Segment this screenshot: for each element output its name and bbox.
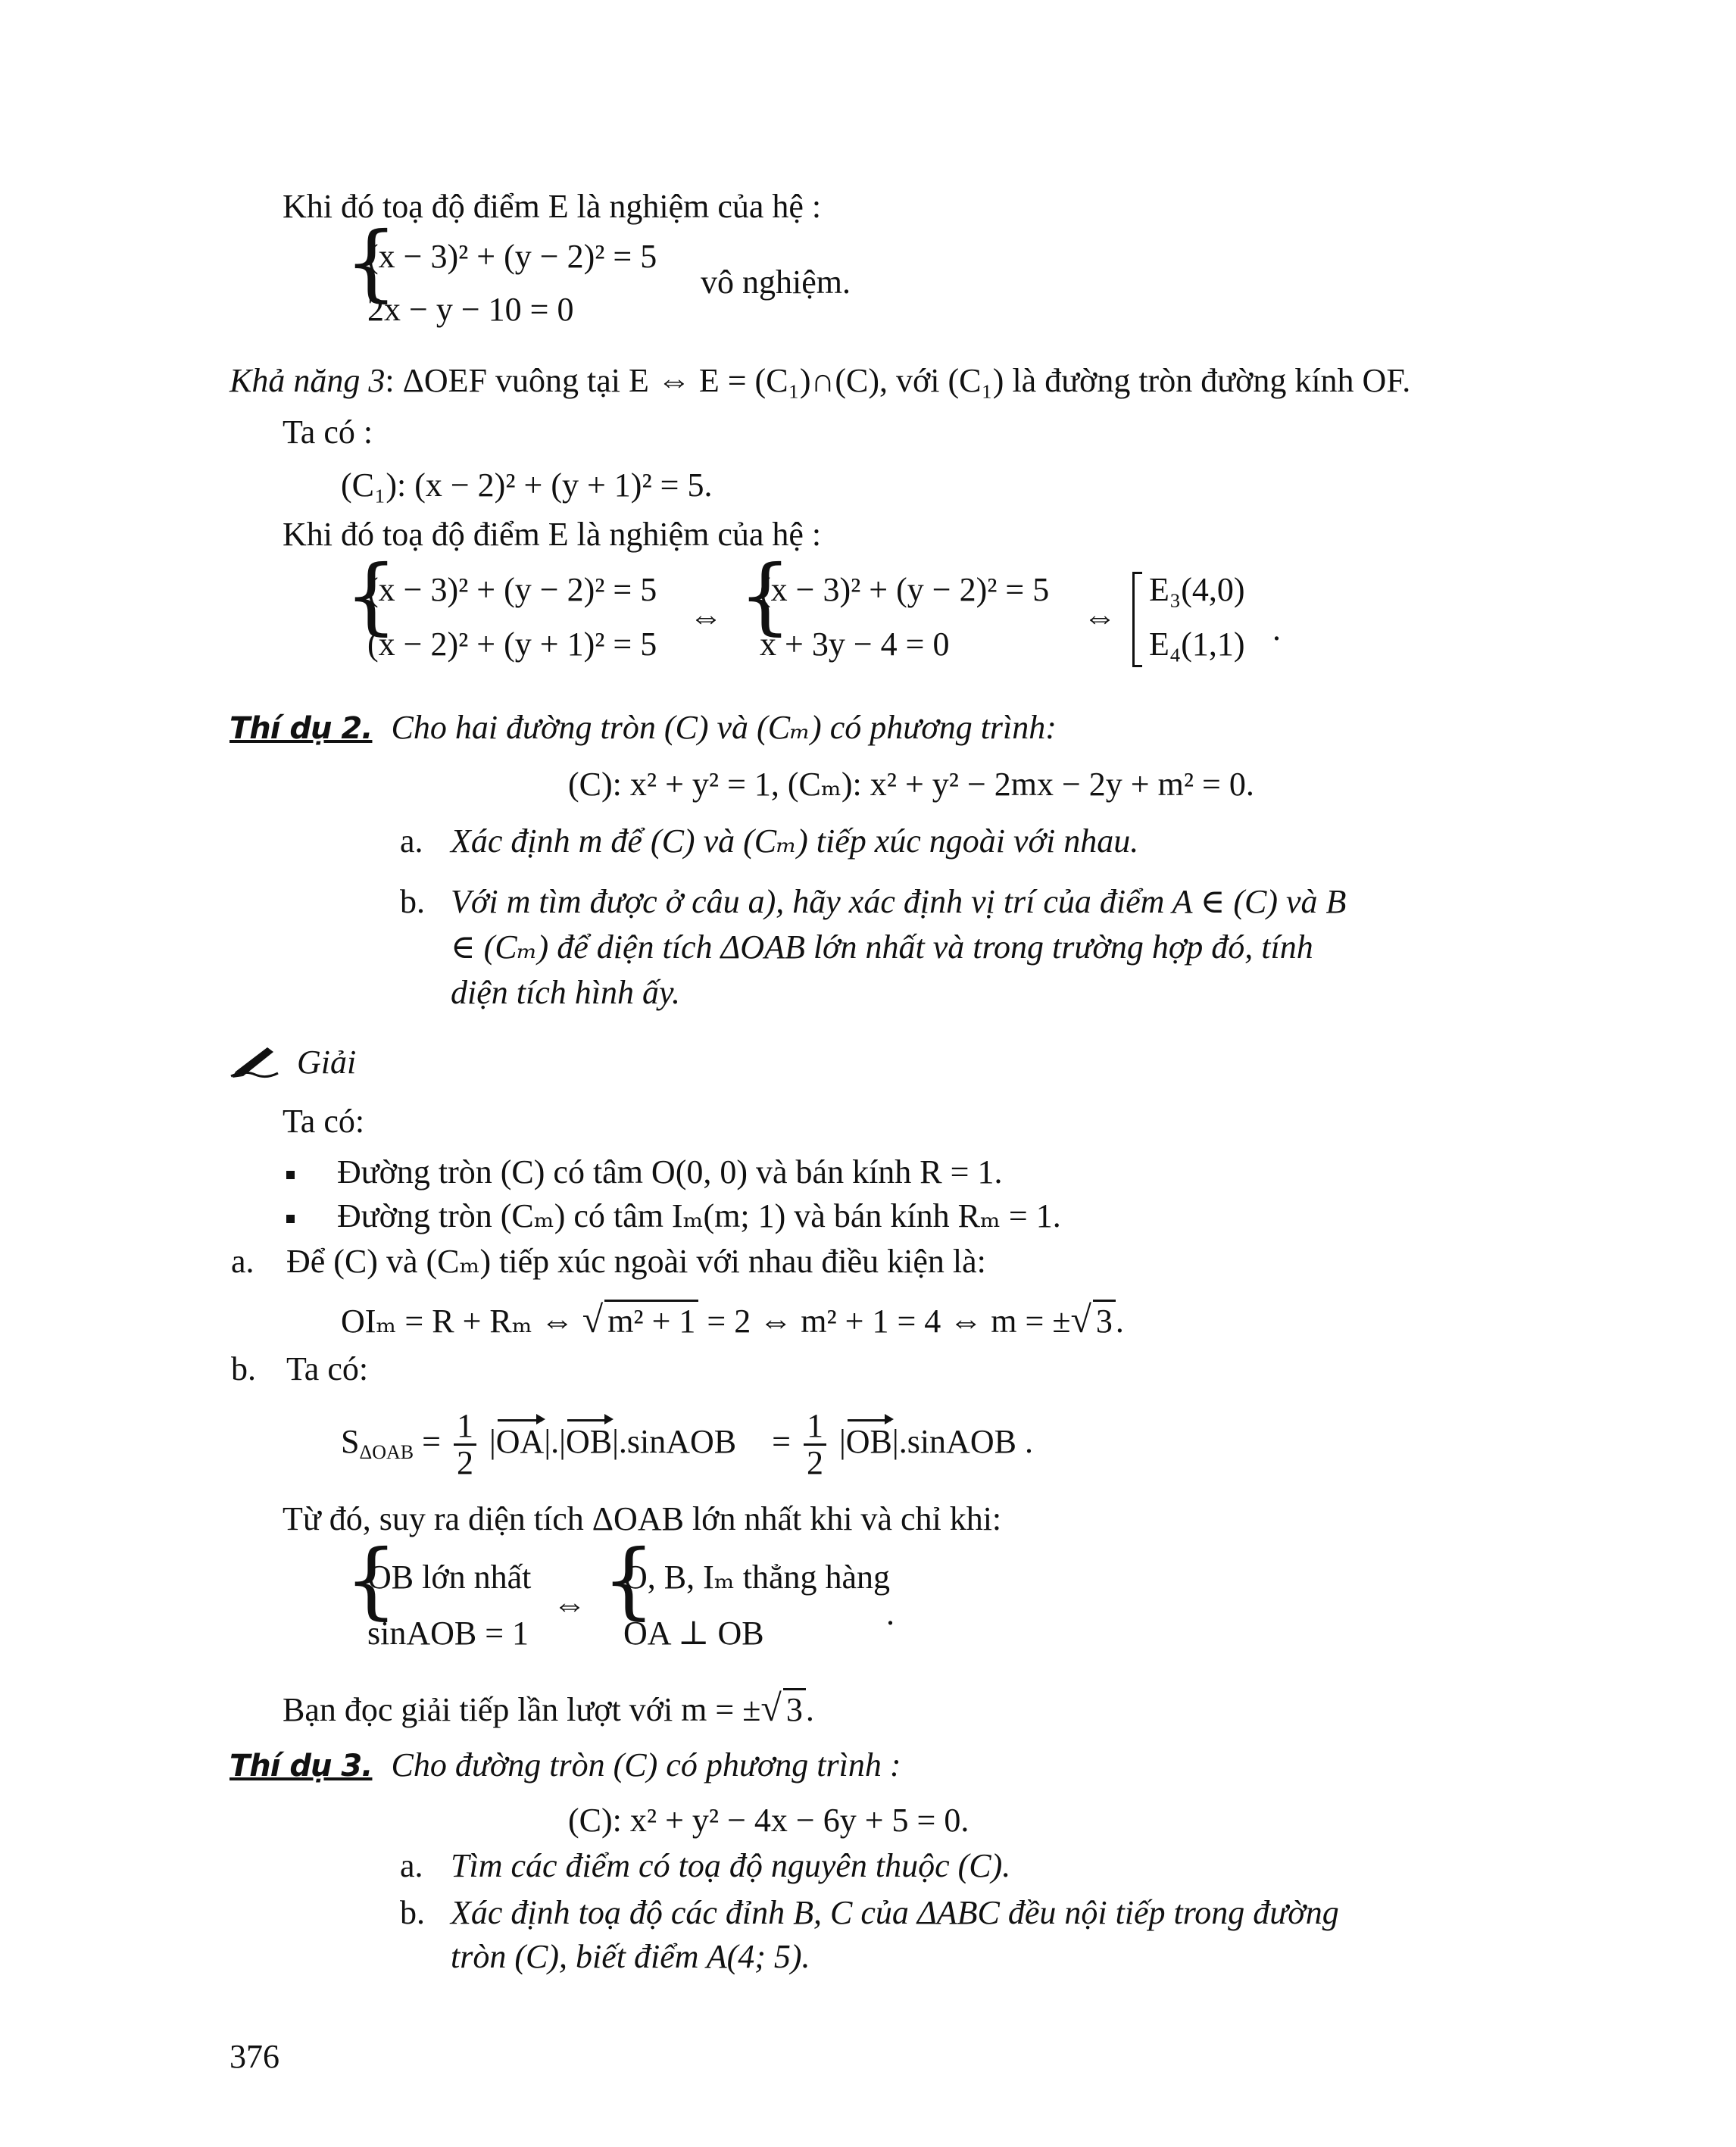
page-number: 376 [229, 2038, 279, 2075]
area-symbol: S [341, 1422, 360, 1460]
sqrt-icon: √ [1070, 1298, 1091, 1340]
intro-line-1: Khi đó toạ độ điểm E là nghiệm của hệ : [283, 188, 822, 225]
tangency-lhs: OIₘ = R + Rₘ ⇔ [341, 1303, 574, 1340]
bullet-marker [286, 1215, 295, 1223]
system-2a-row-2: (x − 2)² + (y + 1)² = 5 [367, 626, 657, 663]
we-have-1: Ta có : [283, 413, 373, 451]
example-3-label: Thí dụ 3. [229, 1749, 373, 1783]
solution-a-mark: a. [231, 1243, 254, 1280]
radicand-2: 3 [1093, 1300, 1116, 1342]
vector-ob: OB [566, 1422, 612, 1462]
system-3: { OB lớn nhất sinAOB = 1 ⇔ { O, B, Iₘ thẳng hàng OA ⊥ OB . [345, 1549, 951, 1662]
example-2-part-b-line-1: Với m tìm được ở câu a), hãy xác định vị trí của điểm A ∈ (C) và B [451, 883, 1347, 920]
example-3-part-b-line-1: Xác định toạ độ các đỉnh B, C của ΔABC đều nội tiếp trong đường [451, 1894, 1339, 1931]
example-3-b-mark: b. [400, 1894, 425, 1931]
tangency-condition [341, 1297, 1124, 1342]
reader-continue-end: . [805, 1691, 814, 1728]
numerator: 1 [454, 1409, 476, 1446]
fraction-half-1 [454, 1409, 476, 1481]
example-2-part-a: Xác định m để (C) và (Cₘ) tiếp xúc ngoài với nhau. [451, 822, 1139, 860]
cond-perpendicular: OA ⊥ OB [623, 1615, 764, 1652]
solution-e4: E₄(1,1) [1149, 626, 1245, 663]
cond-collinear: O, B, Iₘ thẳng hàng [623, 1559, 891, 1596]
example-3-intro: Cho đường tròn (C) có phương trình : [391, 1746, 901, 1783]
example-2-b-mark: b. [400, 883, 425, 920]
tangency-rhs: = 2 ⇔ m² + 1 = 4 ⇔ m = ± [707, 1303, 1071, 1340]
system-1: { (x − 3)² + (y − 2)² = 5 2x − y − 10 = 0 vô nghiệm. [345, 231, 875, 337]
solution-e3: E₃(4,0) [1149, 571, 1245, 608]
tangency-end: . [1115, 1303, 1124, 1340]
area-end-dot: . [1024, 1422, 1033, 1460]
equals-2: = [772, 1422, 791, 1460]
example-2-a-mark: a. [400, 822, 423, 860]
denominator: 2 [456, 1444, 473, 1482]
fraction-half-2 [804, 1409, 826, 1481]
vector-oa: OA [496, 1422, 545, 1462]
solution-a-text: Để (C) và (Cₘ) tiếp xúc ngoài với nhau điều kiện là: [286, 1243, 986, 1280]
example-3-part-a: Tìm các điểm có toạ độ nguyên thuộc (C). [451, 1847, 1011, 1884]
denominator: 2 [806, 1444, 823, 1482]
example-3-a-mark: a. [400, 1847, 423, 1884]
system-2b-row-1: (x − 3)² + (y − 2)² = 5 [760, 571, 1050, 608]
equivalence-2: ⇔ [1083, 598, 1116, 635]
bullet-item-1 [286, 1153, 1002, 1193]
dot-sep: . [551, 1422, 560, 1460]
pen-icon [229, 1041, 283, 1089]
radicand-1: m² + 1 [604, 1300, 698, 1342]
example-2-label: Thí dụ 2. [229, 711, 373, 746]
system-2b-row-2: x + 3y − 4 = 0 [760, 626, 950, 663]
system-1-row-2: 2x − y − 10 = 0 [367, 291, 574, 328]
vector-ob-2: OB [846, 1422, 892, 1462]
example-2-part-b-line-3: diện tích hình ấy. [451, 974, 681, 1011]
possibility-3-label: Khả năng 3 [229, 362, 386, 399]
bullet-text-2: Đường tròn (Cₘ) có tâm Iₘ(m; 1) và bán kính Rₘ = 1. [337, 1197, 1061, 1234]
bullet-item-2 [286, 1197, 1061, 1237]
solution-b-mark: b. [231, 1350, 256, 1387]
area-subscript: ΔOAB [359, 1440, 414, 1463]
sin-aob-2: .sinAOB [898, 1422, 1016, 1460]
reader-continue-text: Bạn đọc giải tiếp lần lượt với m = ± [283, 1691, 761, 1728]
system-2-end-dot: . [1272, 610, 1281, 648]
example-3-part-b-line-2: tròn (C), biết điểm A(4; 5). [451, 1938, 810, 1975]
possibility-3-text: : ΔOEF vuông tại E ⇔ E = (C₁)∩(C), với (C₁) là đường tròn đường kính OF. [385, 362, 1411, 399]
example-2-equation: (C): x² + y² = 1, (Cₘ): x² + y² − 2mx − 2y + m² = 0. [568, 766, 1254, 803]
cond-sin-1: sinAOB = 1 [367, 1615, 529, 1652]
solution-b-text: Ta có: [286, 1350, 369, 1387]
sqrt-icon: √ [582, 1298, 604, 1340]
sqrt-icon: √ [760, 1687, 782, 1729]
we-have-2: Ta có: [283, 1103, 365, 1140]
equals-1: = [422, 1422, 441, 1460]
solution-bracket [1132, 572, 1142, 667]
solution-label: Giải [297, 1043, 357, 1081]
numerator: 1 [804, 1409, 826, 1446]
deduction-line: Từ đó, suy ra diện tích ΔOAB lớn nhất khi và chỉ khi: [283, 1500, 1002, 1537]
system-2a-row-1: (x − 3)² + (y − 2)² = 5 [367, 571, 657, 608]
area-formula: $S_{\Delta OAB}$ = $\frac{1}{2}$ |OA|.|OB|.sinAOB = $\frac{1}{2}$ |OB|.sinAOB . [341, 1407, 1033, 1482]
example-2-heading [229, 708, 1057, 748]
sin-aob-1: .sinAOB [618, 1422, 737, 1460]
example-3-equation: (C): x² + y² − 4x − 6y + 5 = 0. [568, 1802, 969, 1839]
system-3-end-dot: . [886, 1595, 895, 1632]
system-1-row-1: (x − 3)² + (y − 2)² = 5 [367, 238, 657, 275]
cond-ob-max: OB lớn nhất [367, 1559, 532, 1596]
circle-c1-equation: (C₁): (x − 2)² + (y + 1)² = 5. [341, 467, 713, 504]
bullet-marker [286, 1171, 295, 1179]
example-2-intro: Cho hai đường tròn (C) và (Cₘ) có phương trình: [391, 709, 1057, 746]
possibility-3 [229, 361, 1410, 401]
example-3-heading [229, 1746, 901, 1786]
solution-heading [229, 1041, 356, 1089]
intro-line-2: Khi đó toạ độ điểm E là nghiệm của hệ : [283, 516, 822, 553]
radicand-3: 3 [783, 1688, 806, 1730]
reader-continue [283, 1685, 814, 1730]
equivalence-1: ⇔ [689, 598, 723, 635]
equivalence-3: ⇔ [553, 1586, 586, 1623]
bullet-text-1: Đường tròn (C) có tâm O(0, 0) và bán kính R = 1. [337, 1153, 1003, 1191]
system-2: { (x − 3)² + (y − 2)² = 5 (x − 2)² + (y + 1)² = 5 ⇔ { (x − 3)² + (y − 2)² = 5 x + 3y − 4 = 0 ⇔ E₃(4,0) E₄(1,1) . [345, 564, 1329, 678]
example-2-part-b-line-2: ∈ (Cₘ) để diện tích ΔOAB lớn nhất và trong trường hợp đó, tính [451, 928, 1313, 966]
system-1-result: vô nghiệm. [701, 264, 851, 301]
